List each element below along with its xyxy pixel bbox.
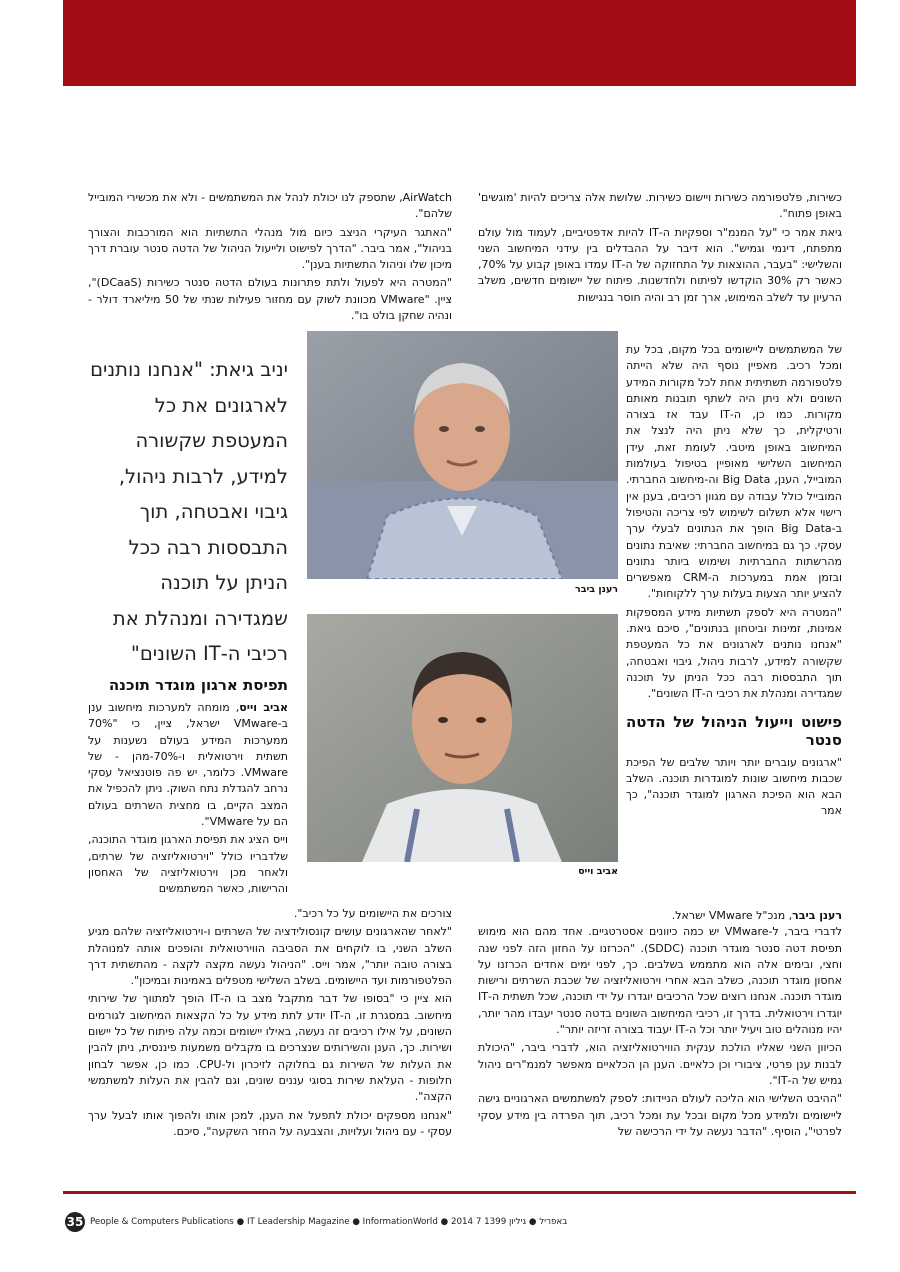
article-column-right-narrow xyxy=(626,342,842,822)
paragraph xyxy=(88,700,288,830)
paragraph: כשירות, פלטפורמה כשירות ויישום כשירות. שלושת אלה צריכים להיות 'מוגשים' באופן פתוח". xyxy=(478,191,842,221)
paragraph: הוא ציין כי "בסופו של דבר מתקבל מצב בו ה-IT הופך למתווך של שירותי מיחשוב. במסגרת זו, ה-IT יודע לתת מידע על כל הקצאות המיחשוב לגורמים השונים, על אילו רכיבים זה נעשה, באילו יישומים וכמה עלה פיתוח של כל יישום ושירות. כך, הענן והשירותים שנצרכים בו מקבלים משמעות פיננסית, ניתן להבין את העלות של השירות גם בחלוקה לזיכרון ול-CPU. כמו כן, אפשר לבחון חלופות - העלאת שירות בסוגי עננים שונים, וגם להבין את העלות למשתמשי הקצה". xyxy=(88,992,453,1104)
photo-caption: רענן ביבר xyxy=(574,584,618,595)
header-bar xyxy=(63,0,856,86)
paragraph: "המטרה היא לספק תשתיות מידע המספקות אמינות, זמינות וביטחון בנתונים", סיכם גיאת. "אנחנו נותנים לארגונים את כל המעטפת שקשורה למידע, לרבות ניהול, גיבוי ואבטחה, תוך התבססות רבה ככל הניתן על תוכנה שמגדירה ומנהלת את רכיבי ה-IT השונים". xyxy=(626,605,842,701)
section-heading: פישוט וייעול הניהול של הדטה סנטר xyxy=(626,712,842,749)
paragraph: "האתגר העיקרי הניצב כיום מול מנהלי התשתיות הוא המורכבות והצורך בניהול", אמר ביבר. "הדרך לפישוט ולייעול הניהול של הדטה סנטר עוברת דרך מיכון שלו וניהול התשתיות בענן". xyxy=(88,225,452,272)
paragraph: גיאת אמר כי "על המנמ"ר וספקיות ה-IT להיות אדפטיביים, לעמוד מול עולם מתפתח, דינמי וגמיש". הוא דיבר על ההבדלים בין עידני המיחשוב השני והשלישי: "בעבר, ההוצאות על התחזוקה של ה-IT עמדו באופן קבוע על 70%, כאשר רק 30% הוקדשו לפיתוח ולחדשנות. פיתוח של יישומים חדשים, משלב הרעיון עד לשלב המימוש, ארך זמן רב והיה חוסר בנגישות xyxy=(478,225,843,304)
page-footer xyxy=(63,1212,856,1234)
speaker-name: רענן ביבר xyxy=(792,909,842,922)
paragraph: של המשתמשים ליישומים בכל מקום, בכל עת ומכל רכיב. מאפיין נוסף היה שלא הייתה פלטפורמה תשתיתית אחת לכל מקורות המידע השונים ולא ניתן היה לשתף תובנות מאותם מקורות. כמו כן, ה-IT עבד אז בצורה ורטיקלית, כך שלא ניתן היה לנצל את המיחשוב באופן מיטבי. לעומת זאת, עידן המיחשוב השלישי מאופיין בטיפול בעולמות המובייל, הענן, Big Data וה-מיחשוב החברתי. המובייל כולל עבודה עם מגוון רכיבים, בענן אין רישוי אלא תשלום לשימוש לפי צריכה והטיפול ב-Big Data הופך את הנתונים לבעלי ערך עסקי. כך גם במיחשוב החברתי: שאיבת נתונים מהרשתות החברתיות ושימוש ביותר נתונים ובזמן אמת במערכות ה-CRM מאפשרים להציע יותר הצעות בעלות ערך ללקוחות". xyxy=(626,343,842,601)
paragraph: לדברי ביבר, ל-VMware יש כמה כיוונים אסטרטגיים. אחד מהם הוא מימוש תפיסת דטה סנטר מוגדר תוכנה (SDDC). "הכרזנו על החזון הזה לפני שנה וחצי, ובימים אלה הוא מתממש בשלבים. כך, לפני ימים אחדים הכרזנו על אחסון מוגדר תוכנה, כשלב הבא אחרי וירטואליזציה של שכבת השרתים ורישות מוגדר תוכנה. אנחנו רוצים שכל הרכיבים יוגדרו על ידי תוכנה, שכל תשתית ה-IT יוגדרו וירטואלית. בדרך זו, רכיבי המיחשוב השונים בדטה סנטר יעבדו מהר יותר, יהיו מנוהלים טוב ויעיל יותר וכל ה-IT יעבוד בצורה זריזה יותר". xyxy=(478,925,842,1037)
paragraph-text: "ארגונים עוברים יותר ויותר שלבים של הפיכת שכבות מיחשוב שונות למוגדרות תוכנה. השלב הבא הוא הפיכת הארגון למוגדר תוכנה", כך אמר xyxy=(626,755,842,818)
speaker-name: אביב וייס xyxy=(239,701,288,714)
paragraph: "המטרה היא לפעול ולתת פתרונות בעולם הדטה סנטר כשירות (DCaaS)", ציין. "VMware מכוונת לשוק עם מחזור פעילות שנתי של 50 מיליארד דולר - ונהיה שחקן בולט בו". xyxy=(88,276,453,323)
article-column-right-top xyxy=(478,190,842,308)
portrait-illustration xyxy=(307,331,618,579)
section-heading: תפיסת ארגון מוגדר תוכנה xyxy=(108,676,288,694)
page-number: 35 xyxy=(65,1212,85,1232)
paragraph: הכיוון השני שאליו הולכת ענקית הווירטואליזציה הוא, לדברי ביבר, "היכולת לבנות ענן פרטי, ציבורי וכן כלאיים. הענן הן הכלאיים מאפשר למנמ"רים ניהול גמיש של ה-IT". xyxy=(478,1041,842,1087)
photo-caption: אביב וייס xyxy=(578,866,618,877)
footer-text: People & Computers Publications ● IT Leadership Magazine ● InformationWorld ● 2014 7 באפריל ● גיליון 1399 xyxy=(90,1217,568,1227)
paragraph xyxy=(478,908,842,924)
paragraph-text: , מומחה למערכות מיחשוב ענן ב-VMware ישראל, ציין, כי "70% ממערכות המידע בעולם נשענות על תשתית וירטואלית ו-70%-מהן - של VMware. כלומר, יש פה פוטנציאל עסקי נרחב להגדלת נתח השוק. ניתן להכפיל את המצב הקיים, בו מחצית השרתים בעולם הם על VMware". xyxy=(88,701,288,829)
paragraph xyxy=(626,755,842,820)
paragraph: צורכים את היישומים על כל רכיב". xyxy=(293,907,452,920)
paragraph: "אנחנו מספקים יכולת לתפעל את הענן, למכן אותו ולהפוך אותו לבעל ערך עסקי - עם ניהול ועלויות, והצבעה על החזר השקעה", סיכם. xyxy=(88,1108,452,1138)
article-column-middle xyxy=(88,676,288,900)
paragraph: וייס הציג את תפיסת הארגון מוגדר התוכנה, שלדבריו כולל "וירטואליזציה של שרתים, ולאחר מכן וירטואליזציה של האחסון והרישות, כאשר המשתמשים xyxy=(88,833,288,896)
article-column-left-top xyxy=(88,190,452,326)
paragraph: AirWatch, שתספק לנו יכולת לנהל את המשתמשים - ולא את מכשירי המובייל שלהם". xyxy=(88,191,452,221)
article-column-right-bottom xyxy=(478,908,842,1142)
footer-rule xyxy=(63,1191,856,1194)
article-column-left-bottom xyxy=(88,906,452,1142)
portrait-illustration xyxy=(307,614,618,862)
paragraph-text: , מנכ"ל VMware ישראל. xyxy=(671,909,793,922)
portrait-photo-aviv xyxy=(307,614,618,862)
paragraph: "ההיבט השלישי הוא הליכה לעולם הניידות: לספק למשתמשים הארגוניים גישה ליישומים ולמידע מכל מקום ובכל עת ומכל רכיב, תוך הפרדה בין מידע עסקי לפרטי", הוסיף. "הדבר נעשה על ידי הרכישה של xyxy=(478,1092,842,1138)
paragraph: "לאחר שהארגונים עושים קונסולידציה של השרתים ו-וירטואליזציה שלהם מגיע השלב השני, בו לוקחים את הסביבה הווירטואלית והופכים אותה למנוהלת בצורה טובה יותר", אמר וייס. "הניהול נעשה מקצה לקצה - מהתשתית דרך הפלטפורמות ועד היישומים. בשלב השלישי מטפלים באמינות ובמיכון". xyxy=(88,925,452,988)
portrait-photo-raanan xyxy=(307,331,618,579)
pull-quote: יניב גיאת: "אנחנו נותנים לארגונים את כל המעטפת שקשורה למידע, לרבות ניהול, גיבוי ואבטחה, תוך התבססות רבה ככל הניתן על תוכנה שמגדירה ומנהלת את רכיבי ה-IT השונים" xyxy=(90,358,288,665)
